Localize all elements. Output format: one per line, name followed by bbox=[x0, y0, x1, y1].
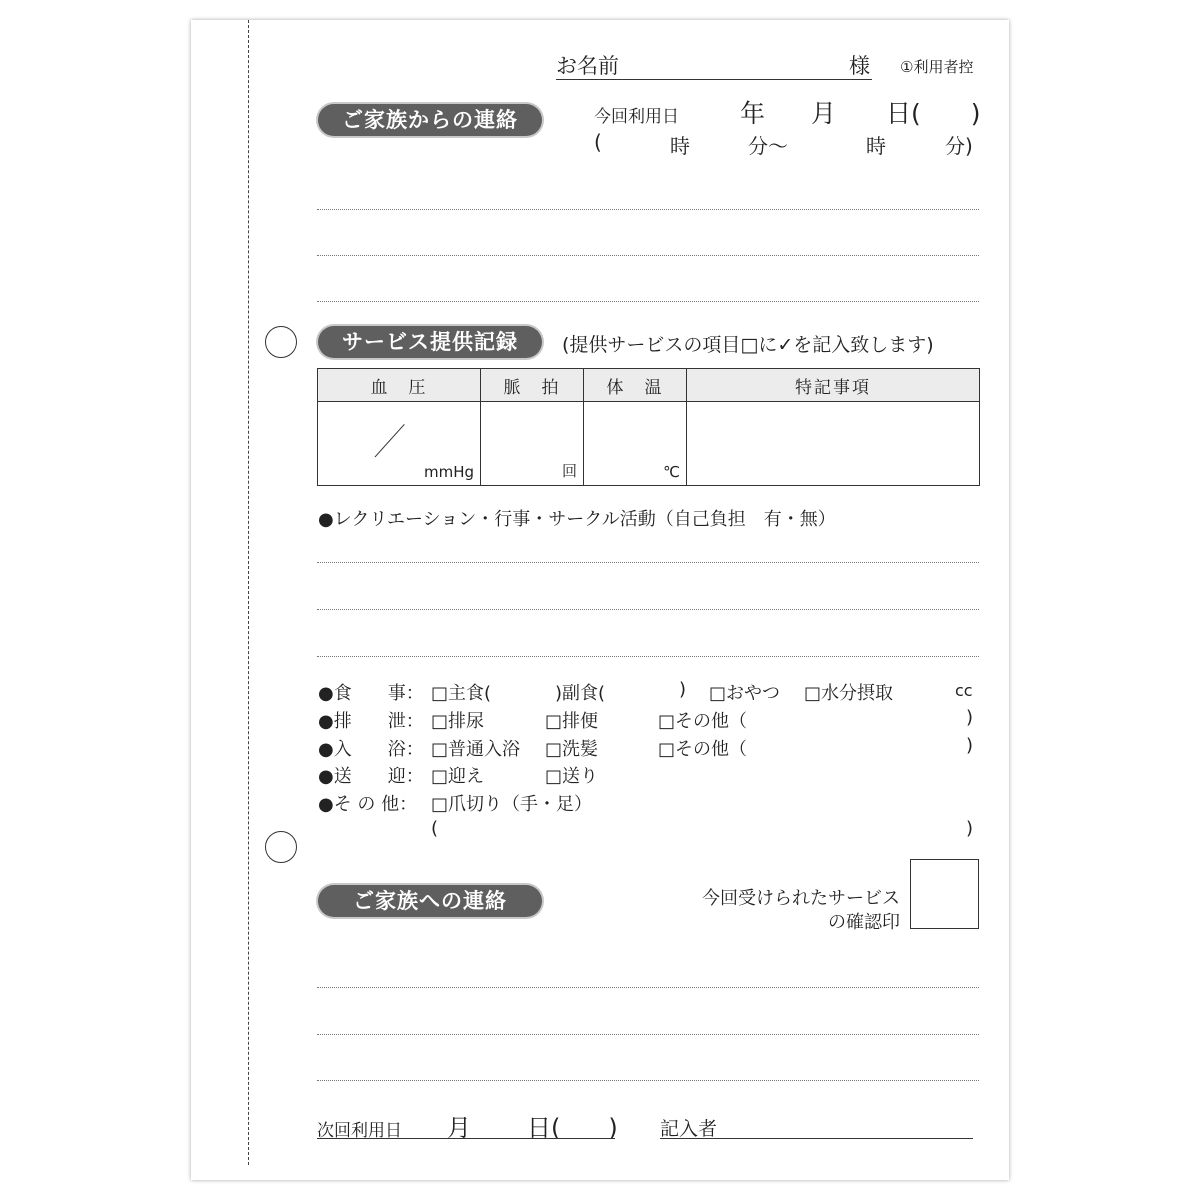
family-contact-line[interactable] bbox=[317, 301, 979, 302]
perforation-line bbox=[248, 20, 249, 1165]
to-family-line[interactable] bbox=[317, 1080, 979, 1081]
bath-label: ●入 浴： bbox=[318, 739, 424, 760]
binder-hole-top bbox=[265, 326, 297, 358]
meal-main-check[interactable]: □主食( bbox=[431, 683, 492, 704]
to-family-line[interactable] bbox=[317, 1034, 979, 1035]
blood-pressure-cell[interactable] bbox=[318, 402, 481, 486]
confirm-label-1: 今回受けられたサービス bbox=[702, 888, 900, 909]
other-label: ●そ の 他： bbox=[318, 794, 418, 815]
family-contact-line[interactable] bbox=[317, 209, 979, 210]
day-label: 日( ) bbox=[886, 99, 981, 128]
meal-side-close: ) bbox=[679, 679, 687, 700]
meal-label: ●食 事： bbox=[318, 683, 424, 704]
transport-label: ●送 迎： bbox=[318, 766, 424, 787]
bath-other-check[interactable]: □その他（ bbox=[658, 739, 748, 760]
meal-water-check[interactable]: □水分摂取 bbox=[804, 683, 894, 704]
minute-label-1: 分～ bbox=[748, 134, 788, 158]
bath-normal-check[interactable]: □普通入浴 bbox=[431, 739, 521, 760]
vitals-table bbox=[317, 368, 980, 486]
next-date-label: 次回利用日 bbox=[317, 1121, 402, 1141]
recreation-line[interactable] bbox=[317, 656, 979, 657]
excretion-close: ) bbox=[966, 707, 974, 728]
service-record-title: サービス提供記録 bbox=[318, 326, 542, 358]
unit-mmhg: mmHg bbox=[423, 463, 474, 481]
year-label: 年 bbox=[740, 99, 766, 128]
other-close: ) bbox=[966, 818, 974, 839]
sama-label: 様 bbox=[849, 54, 870, 78]
unit-celsius: ℃ bbox=[663, 463, 680, 481]
minute-label-2: 分) bbox=[945, 134, 973, 158]
recreation-line[interactable] bbox=[317, 609, 979, 610]
excretion-other-check[interactable]: □その他（ bbox=[658, 711, 748, 732]
family-contact-line[interactable] bbox=[317, 255, 979, 256]
transport-pickup-check[interactable]: □迎え bbox=[431, 766, 485, 787]
month-label: 月 bbox=[811, 99, 837, 128]
time-open: ( bbox=[594, 130, 602, 154]
excretion-label: ●排 泄： bbox=[318, 711, 424, 732]
col-special-notes: 特記事項 bbox=[687, 369, 980, 402]
next-date-field[interactable] bbox=[317, 1138, 615, 1139]
binder-hole-bottom bbox=[265, 831, 297, 863]
use-date-label: 今回利用日 bbox=[594, 107, 679, 127]
confirmation-stamp-box[interactable] bbox=[910, 859, 979, 929]
copy-label: ①利用者控 bbox=[900, 58, 974, 76]
transport-dropoff-check[interactable]: □送り bbox=[545, 766, 599, 787]
col-pulse: 脈 拍 bbox=[481, 369, 584, 402]
meal-side-check[interactable]: )副食( bbox=[555, 683, 606, 704]
name-label: お名前 bbox=[556, 54, 619, 78]
meal-cc-unit: cc bbox=[955, 681, 973, 700]
temperature-cell[interactable] bbox=[584, 402, 687, 486]
name-field[interactable] bbox=[556, 79, 872, 80]
col-blood-pressure: 血 圧 bbox=[318, 369, 481, 402]
excretion-stool-check[interactable]: □排便 bbox=[545, 711, 599, 732]
pulse-cell[interactable] bbox=[481, 402, 584, 486]
to-family-title: ご家族への連絡 bbox=[318, 885, 542, 917]
recreation-label: ●レクリエーション・行事・サークル活動（自己負担 有・無） bbox=[318, 509, 836, 530]
nail-clipping-check[interactable]: □爪切り（手・足） bbox=[431, 794, 593, 815]
slash-divider bbox=[375, 424, 405, 457]
hour-label-1: 時 bbox=[670, 134, 690, 158]
col-temperature: 体 温 bbox=[584, 369, 687, 402]
hour-label-2: 時 bbox=[866, 134, 886, 158]
service-record-note: (提供サービスの項目□に✓を記入致します) bbox=[562, 334, 934, 356]
confirm-label-2: の確認印 bbox=[828, 912, 900, 933]
next-month-label: 月 bbox=[447, 1114, 471, 1142]
writer-field[interactable] bbox=[660, 1138, 973, 1139]
excretion-urine-check[interactable]: □排尿 bbox=[431, 711, 485, 732]
bath-hair-check[interactable]: □洗髪 bbox=[545, 739, 599, 760]
form-sheet bbox=[191, 20, 1009, 1180]
meal-snack-check[interactable]: □おやつ bbox=[709, 683, 781, 704]
other-open: ( bbox=[431, 818, 439, 839]
family-contact-title: ご家族からの連絡 bbox=[318, 104, 542, 136]
recreation-line[interactable] bbox=[317, 562, 979, 563]
next-day-label: 日( ) bbox=[527, 1114, 618, 1142]
writer-label: 記入者 bbox=[660, 1118, 718, 1140]
bath-close: ) bbox=[966, 735, 974, 756]
to-family-line[interactable] bbox=[317, 987, 979, 988]
special-notes-cell[interactable] bbox=[687, 402, 980, 486]
unit-count: 回 bbox=[561, 462, 577, 480]
